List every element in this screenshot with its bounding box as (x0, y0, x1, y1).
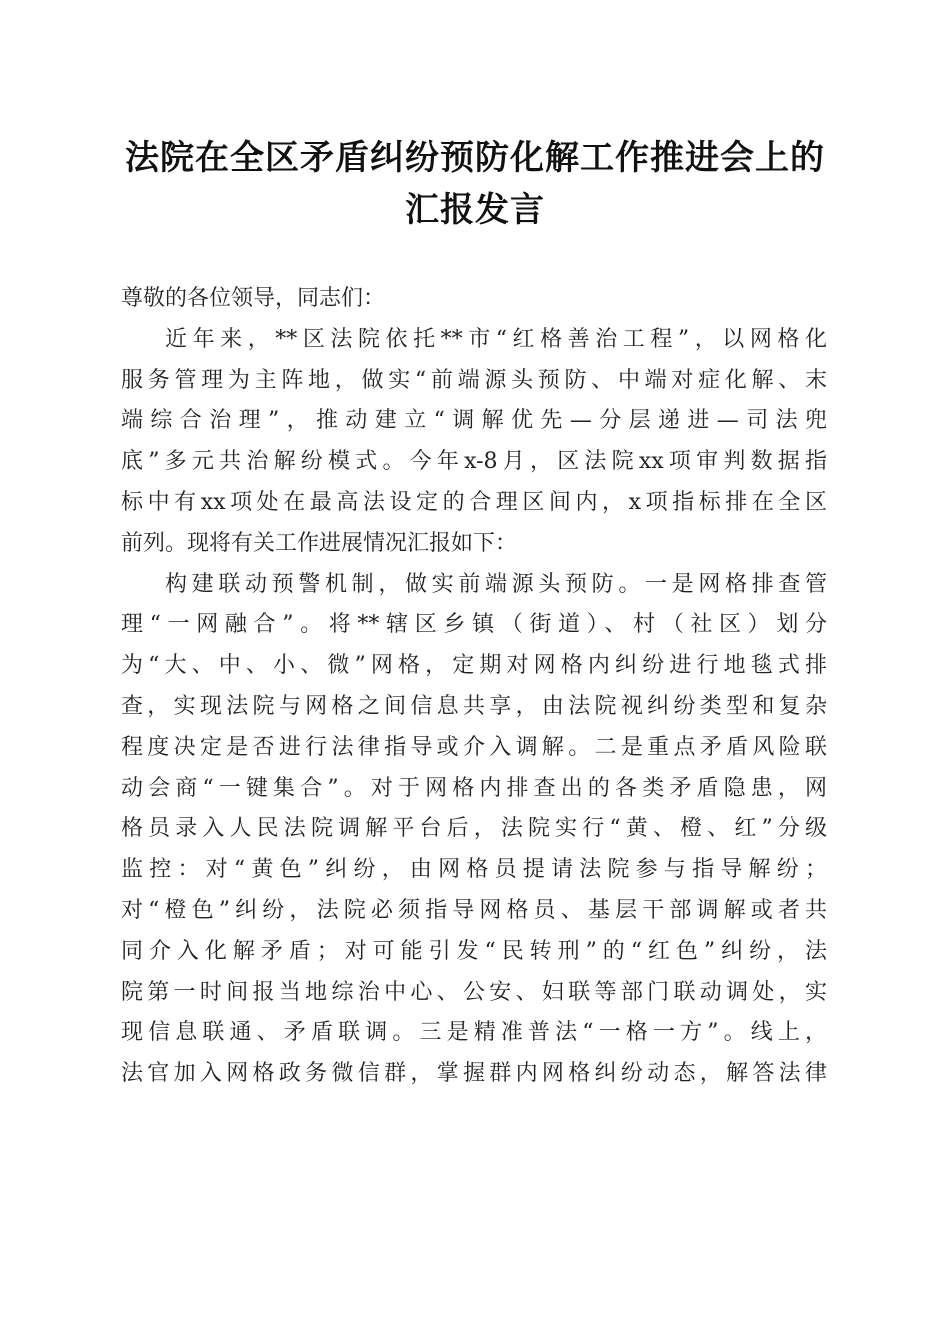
paragraph-intro (121, 320, 827, 565)
text-line: 院第一时间报当地综治中心、公安、妇联等部门联动调处，实 (121, 979, 827, 1005)
document-title (100, 132, 850, 236)
salutation: 尊敬的各位领导，同志们： (121, 286, 386, 311)
document-body (121, 279, 827, 1095)
text-line: 监控：对“黄色”纠纷，由网格员提请法院参与指导解纷； (121, 857, 827, 883)
text-line: 现信息联通、矛盾联调。三是精准普法“一格一方”。线上， (121, 1020, 827, 1046)
text-line: 底”多元共治解纷模式。今年x-8月，区法院xx项审判数据指 (121, 449, 827, 475)
text-line: 对“橙色”纠纷，法院必须指导网格员、基层干部调解或者共 (121, 897, 827, 923)
text-line: 查，实现法院与网格之间信息共享，由法院视纠纷类型和复杂 (121, 693, 827, 719)
text-line: 端综合治理”，推动建立“调解优先—分层递进—司法兜 (121, 408, 827, 434)
text-line: 同介入化解矛盾；对可能引发“民转刑”的“红色”纠纷，法 (121, 938, 827, 964)
title-line: 汇报发言 (405, 190, 545, 230)
title-line: 法院在全区矛盾纠纷预防化解工作推进会上的 (125, 138, 825, 178)
paragraph-mechanism (121, 565, 827, 1095)
text-line: 前列。现将有关工作进展情况汇报如下： (121, 530, 518, 556)
text-line: 标中有xx项处在最高法设定的合理区间内，x项指标排在全区 (121, 489, 827, 515)
text-line: 近年来，**区法院依托**市“红格善治工程”，以网格化 (165, 326, 827, 352)
text-line: 格员录入人民法院调解平台后，法院实行“黄、橙、红”分级 (121, 816, 827, 842)
text-line: 服务管理为主阵地，做实“前端源头预防、中端对症化解、末 (121, 367, 827, 393)
text-line: 法官加入网格政务微信群，掌握群内网格纠纷动态，解答法律 (121, 1061, 827, 1087)
text-line: 为“大、中、小、微”网格，定期对网格内纠纷进行地毯式排 (121, 653, 827, 679)
text-line: 动会商“一键集合”。对于网格内排查出的各类矛盾隐患，网 (121, 775, 827, 801)
text-line: 构建联动预警机制，做实前端源头预防。一是网格排查管 (165, 571, 827, 597)
text-line: 理“一网融合”。将**辖区乡镇（街道）、村（社区）划分 (121, 612, 827, 638)
text-line: 程度决定是否进行法律指导或介入调解。二是重点矛盾风险联 (121, 734, 827, 760)
